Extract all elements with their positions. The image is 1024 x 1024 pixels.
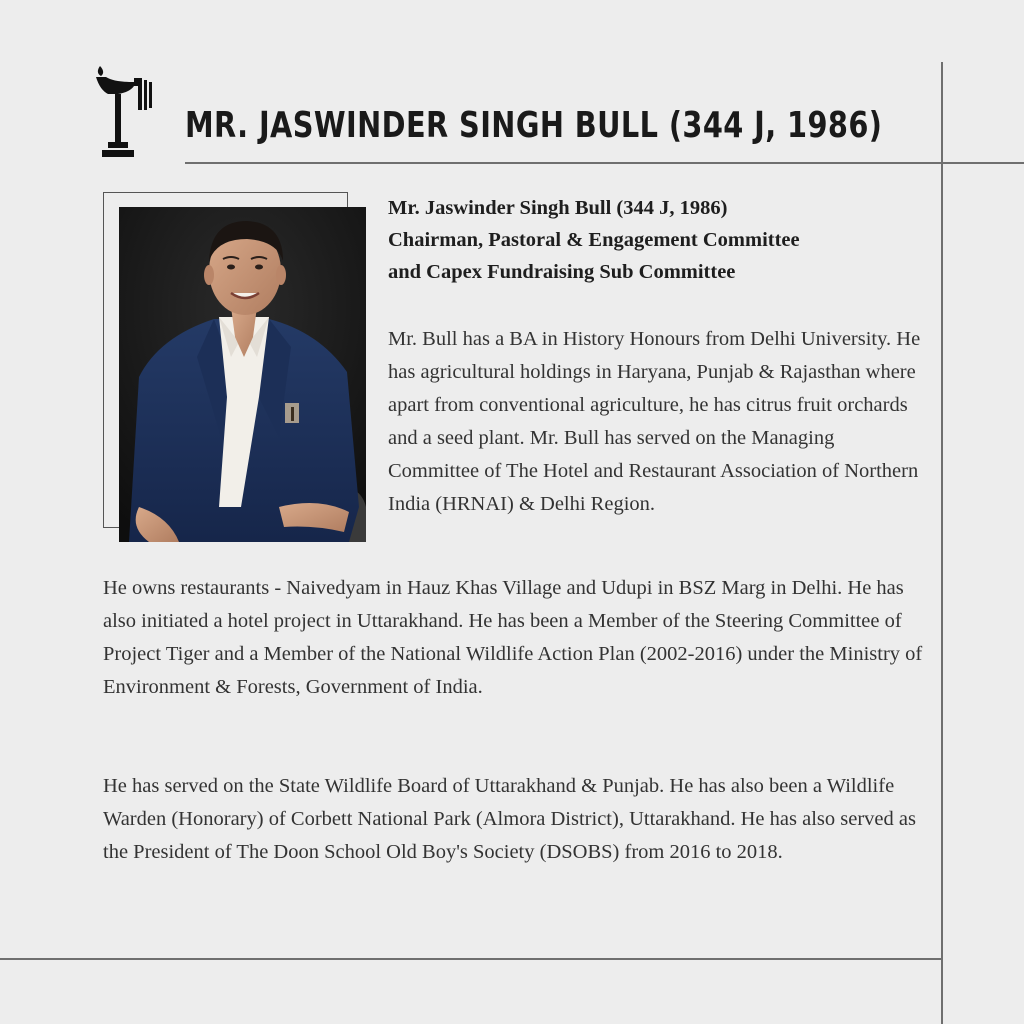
profile-name: Mr. Jaswinder Singh Bull (344 J, 1986) [388, 197, 728, 219]
profile-role-line-2: and Capex Fundraising Sub Committee [388, 261, 736, 283]
page-title: MR. JASWINDER SINGH BULL (344 J, 1986) [185, 105, 883, 146]
portrait-photo [119, 207, 366, 542]
title-underline [185, 162, 1024, 164]
bio-paragraph-1: Mr. Bull has a BA in History Honours from Delhi University. He has agricultural holdings in Haryana, Punjab & Rajasthan where apart from conventional agriculture, he has citrus fruit orchards and a seed plant. Mr. Bull has served on the Managing Committee of The Hotel and Restaurant Association of Northern India (HRNAI) & Delhi Region. [388, 328, 921, 515]
bio-paragraph-3: He has served on the State Wildlife Board of Uttarakhand & Punjab. He has also been a Wildlife Warden (Honorary) of Corbett National Park (Almora District), Uttarakhand. He has also served as the President of The Doon School Old Boy's Society (DSOBS) from 2016 to 2018. [103, 775, 916, 863]
profile-role-line-1: Chairman, Pastoral & Engagement Committee [388, 229, 800, 251]
lamp-of-learning-icon [94, 64, 156, 164]
bio-paragraph-2: He owns restaurants - Naivedyam in Hauz Khas Village and Udupi in BSZ Marg in Delhi. He has also initiated a hotel project in Uttarakhand. He has been a Member of the Steering Committee of Project Tiger and a Member of the National Wildlife Action Plan (2002-2016) under the Ministry of Environment & Forests, Government of India. [103, 577, 923, 698]
vertical-divider [941, 62, 943, 1024]
bottom-divider [0, 958, 942, 960]
profile-heading [388, 192, 928, 288]
